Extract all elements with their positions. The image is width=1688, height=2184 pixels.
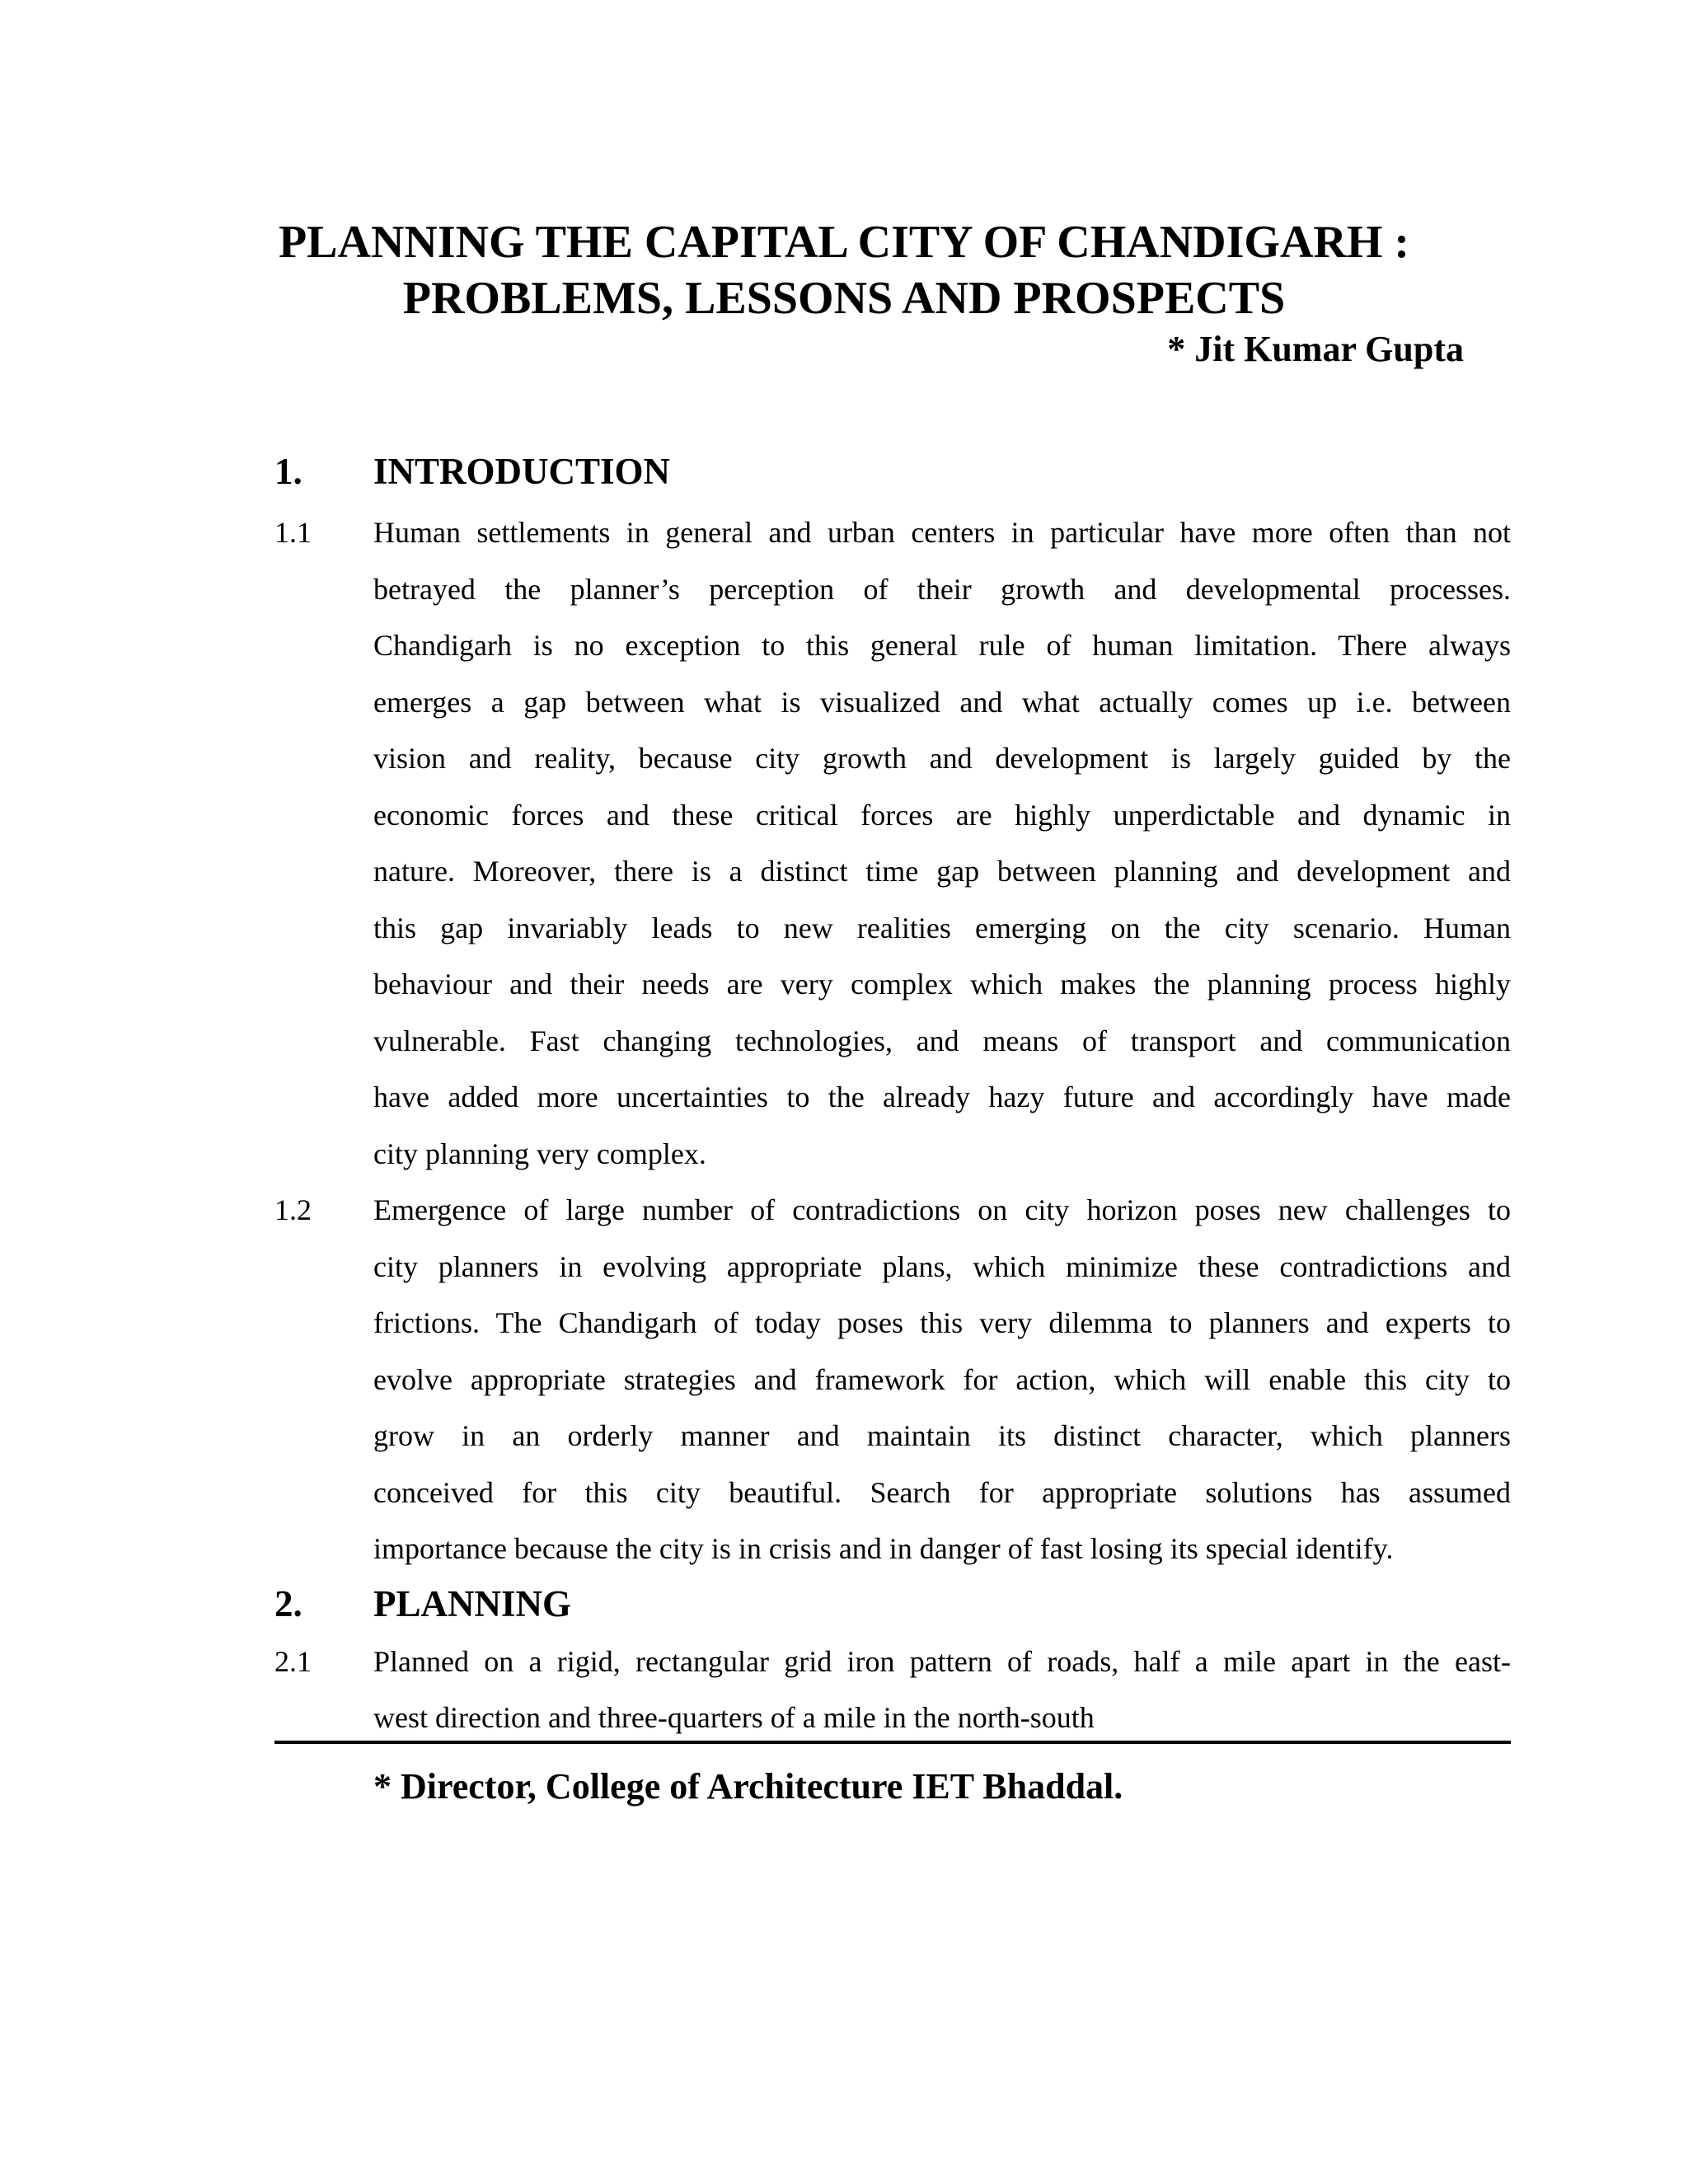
paragraph-number: 1.2 <box>274 1193 312 1226</box>
text-line: vulnerable. Fast changing technologies, and means of transport and communication <box>373 1024 1511 1057</box>
text-line: vision and reality, because city growth and development is largely guided by the <box>373 742 1511 775</box>
text-line: evolve appropriate strategies and framework for action, which will enable this city to <box>373 1362 1511 1396</box>
text-line: behaviour and their needs are very complex which makes the planning process highly <box>373 968 1511 1001</box>
text-line: west direction and three-quarters of a mile in the north-south <box>373 1701 1095 1734</box>
section-title: INTRODUCTION <box>373 451 671 492</box>
section-number: 1. <box>274 451 302 492</box>
author-name: * Jit Kumar Gupta <box>1167 329 1464 369</box>
paragraph-1-2 <box>274 1182 1511 1577</box>
paragraph-1-1 <box>274 504 1511 1296</box>
text-line: frictions. The Chandigarh of today poses this very dilemma to planners and experts to <box>373 1306 1511 1339</box>
footnote-divider <box>274 1741 1511 1744</box>
text-line: betrayed the planner’s perception of their growth and developmental processes. <box>373 572 1511 606</box>
text-line: city planning very complex. <box>373 1137 706 1170</box>
document-title-line-2: PROBLEMS, LESSONS AND PROSPECTS <box>402 273 1286 324</box>
section-number: 2. <box>274 1582 302 1624</box>
text-line: Emergence of large number of contradictions on city horizon poses new challenges to <box>373 1193 1511 1226</box>
text-line: importance because the city is in crisis and in danger of fast losing its special identify. <box>373 1532 1394 1565</box>
text-line: Human settlements in general and urban centers in particular have more often than not <box>373 516 1511 549</box>
text-line: Chandigarh is no exception to this general rule of human limitation. There always <box>373 629 1511 662</box>
text-line: this gap invariably leads to new realities emerging on the city scenario. Human <box>373 911 1511 944</box>
text-line: grow in an orderly manner and maintain its distinct character, which planners <box>373 1419 1511 1452</box>
text-line: emerges a gap between what is visualized and what actually comes up i.e. between <box>373 685 1511 719</box>
paragraph-text <box>373 504 1511 1182</box>
author-footnote: * Director, College of Architecture IET Bhaddal. <box>373 1766 1123 1807</box>
document-title-line-1: PLANNING THE CAPITAL CITY OF CHANDIGARH : <box>278 217 1410 268</box>
text-line: Planned on a rigid, rectangular grid iron pattern of roads, half a mile apart in the east- <box>373 1644 1511 1678</box>
paragraph-number: 1.1 <box>274 516 312 549</box>
paragraph-2-1 <box>274 1633 1511 1749</box>
text-line: economic forces and these critical forces are highly unperdictable and dynamic in <box>373 798 1511 832</box>
section-title: PLANNING <box>373 1582 572 1624</box>
paragraph-number: 2.1 <box>274 1644 312 1678</box>
paragraph-text <box>373 1633 1511 1746</box>
text-line: nature. Moreover, there is a distinct time gap between planning and development and <box>373 855 1511 888</box>
text-line: have added more uncertainties to the already hazy future and accordingly have made <box>373 1080 1511 1113</box>
paragraph-text <box>373 1182 1511 1577</box>
text-line: conceived for this city beautiful. Search for appropriate solutions has assumed <box>373 1475 1511 1509</box>
text-line: city planners in evolving appropriate plans, which minimize these contradictions and <box>373 1249 1511 1283</box>
